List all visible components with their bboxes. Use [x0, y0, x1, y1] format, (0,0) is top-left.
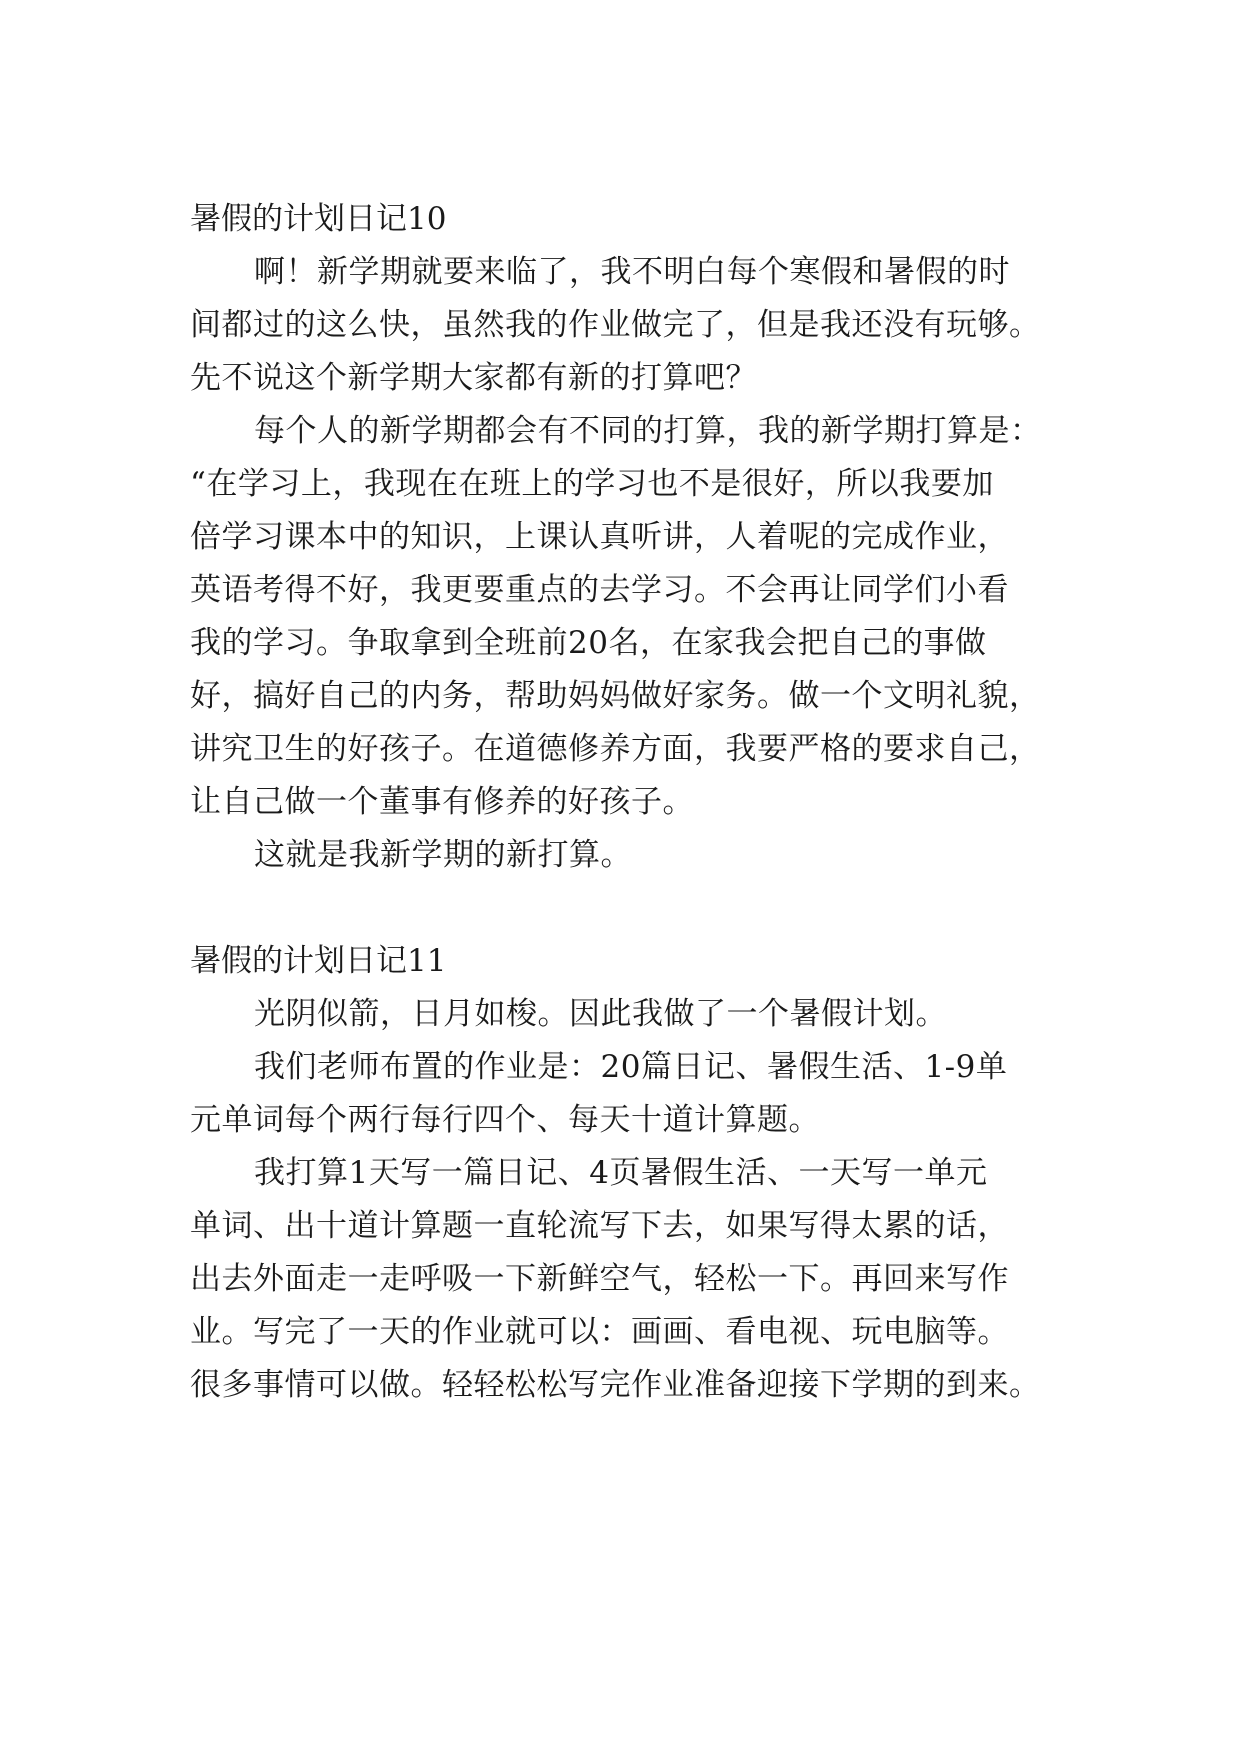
diary-title-11: 暑假的计划日记11	[190, 943, 447, 979]
paragraph-line: 好，搞好自己的内务，帮助妈妈做好家务。做一个文明礼貌，	[190, 678, 1041, 714]
paragraph-line: 讲究卫生的好孩子。在道德修养方面，我要严格的要求自己，	[190, 731, 1041, 767]
paragraph-line: 间都过的这么快，虽然我的作业做完了，但是我还没有玩够。	[190, 307, 1041, 343]
paragraph-line: 每个人的新学期都会有不同的打算，我的新学期打算是：	[254, 413, 1042, 449]
paragraph-line: 很多事情可以做。轻轻松松写完作业准备迎接下学期的到来。	[190, 1367, 1041, 1403]
paragraph-line: 我的学习。争取拿到全班前20名，在家我会把自己的事做	[190, 625, 987, 661]
paragraph-line: 我们老师布置的作业是：20篇日记、暑假生活、1-9单	[254, 1049, 1008, 1085]
paragraph-line: 啊！新学期就要来临了，我不明白每个寒假和暑假的时	[254, 254, 1010, 290]
paragraph-line: 倍学习课本中的知识，上课认真听讲，人着呢的完成作业，	[190, 519, 1009, 555]
paragraph-line: 单词、出十道计算题一直轮流写下去，如果写得太累的话，	[190, 1208, 1009, 1244]
diary-title-10: 暑假的计划日记10	[190, 201, 447, 237]
paragraph-line: 英语考得不好，我更要重点的去学习。不会再让同学们小看	[190, 572, 1009, 608]
paragraph-line: 出去外面走一走呼吸一下新鲜空气，轻松一下。再回来写作	[190, 1261, 1009, 1297]
paragraph-line: 业。写完了一天的作业就可以：画画、看电视、玩电脑等。	[190, 1314, 1009, 1350]
paragraph-line: 让自己做一个董事有修养的好孩子。	[190, 784, 694, 820]
paragraph-line: 我打算1天写一篇日记、4页暑假生活、一天写一单元	[254, 1155, 988, 1191]
paragraph-line: 先不说这个新学期大家都有新的打算吧？	[190, 360, 757, 396]
paragraph-line: 元单词每个两行每行四个、每天十道计算题。	[190, 1102, 820, 1138]
paragraph-line: 这就是我新学期的新打算。	[254, 837, 632, 873]
paragraph-line: “在学习上，我现在在班上的学习也不是很好，所以我要加	[190, 466, 994, 502]
paragraph-line: 光阴似箭，日月如梭。因此我做了一个暑假计划。	[254, 996, 947, 1032]
